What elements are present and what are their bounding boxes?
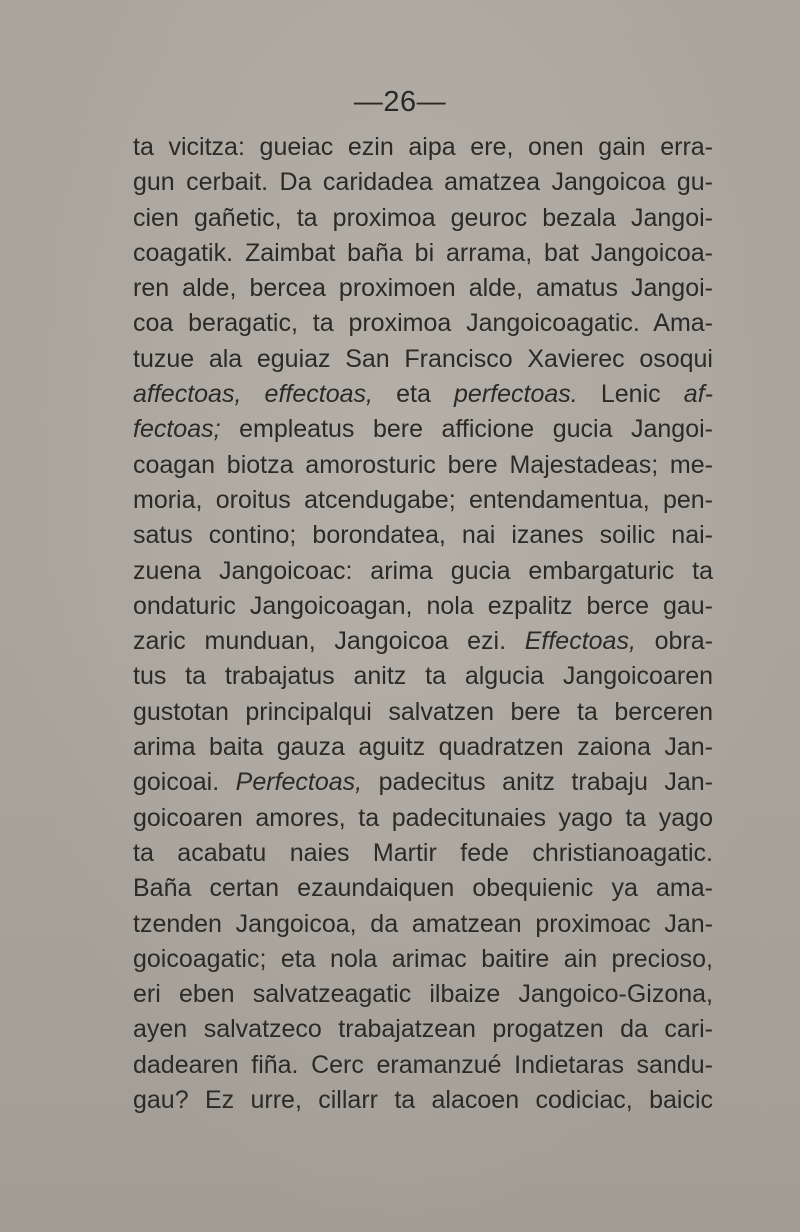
text-line bbox=[133, 518, 713, 553]
text-run: ondaturic Jangoicoagan, nola ezpalitz berce gau- bbox=[133, 591, 713, 620]
text-run: obra- bbox=[635, 627, 713, 656]
text-run: Baña certan ezaundaiquen obequienic ya ama- bbox=[133, 874, 713, 903]
text-run: eri eben salvatzeagatic ilbaize Jangoico-Gizona, bbox=[133, 980, 713, 1009]
text-run: eta bbox=[372, 380, 455, 409]
text-line bbox=[133, 659, 713, 694]
italic-text: af- bbox=[683, 380, 713, 409]
text-line bbox=[133, 836, 713, 871]
text-run: goicoai. bbox=[133, 768, 236, 797]
text-line bbox=[133, 695, 713, 730]
text-line bbox=[133, 1048, 713, 1083]
italic-text: Effectoas, bbox=[524, 627, 636, 656]
page-number: —26— bbox=[353, 86, 447, 118]
body-text bbox=[133, 130, 713, 1118]
text-line bbox=[133, 1083, 713, 1118]
text-line bbox=[133, 1012, 713, 1047]
text-line bbox=[133, 554, 713, 589]
text-run: moria, oroitus atcendugabe; entendamentua, pen- bbox=[133, 485, 713, 514]
text-line bbox=[133, 130, 713, 165]
text-line bbox=[133, 377, 713, 412]
text-run: coa beragatic, ta proximoa Jangoicoagatic. Ama- bbox=[133, 309, 713, 338]
text-run: ta acabatu naies Martir fede christianoagatic. bbox=[133, 838, 713, 867]
text-run: ren alde, bercea proximoen alde, amatus Jangoi- bbox=[133, 274, 713, 303]
text-run: tzenden Jangoicoa, da amatzean proximoac Jan- bbox=[133, 909, 713, 938]
text-line bbox=[133, 201, 713, 236]
text-run: dadearen fiña. Cerc eramanzué Indietaras sandu- bbox=[133, 1050, 713, 1079]
text-line bbox=[133, 907, 713, 942]
text-run: empleatus bere afficione gucia Jangoi- bbox=[220, 415, 713, 444]
text-run: gustotan principalqui salvatzen bere ta berceren bbox=[133, 697, 713, 726]
text-line bbox=[133, 448, 713, 483]
text-run: ayen salvatzeco trabajatzean progatzen da cari- bbox=[133, 1015, 713, 1044]
text-run: coagatik. Zaimbat baña bi arrama, bat Jangoicoa- bbox=[133, 238, 713, 267]
text-run: tuzue ala eguiaz San Francisco Xavierec osoqui bbox=[133, 344, 713, 373]
italic-text: Perfectoas, bbox=[235, 768, 363, 797]
text-line bbox=[133, 765, 713, 800]
text-line bbox=[133, 624, 713, 659]
text-line bbox=[133, 483, 713, 518]
text-run: zaric munduan, Jangoicoa ezi. bbox=[133, 627, 525, 656]
text-line bbox=[133, 342, 713, 377]
text-run: tus ta trabajatus anitz ta algucia Jangoicoaren bbox=[133, 662, 713, 691]
italic-text: affectoas, effectoas, bbox=[133, 380, 373, 409]
text-line bbox=[133, 412, 713, 447]
text-line bbox=[133, 271, 713, 306]
text-run: arima baita gauza aguitz quadratzen zaiona Jan- bbox=[133, 733, 713, 762]
italic-text: fectoas; bbox=[133, 415, 221, 444]
text-line bbox=[133, 977, 713, 1012]
text-run: coagan biotza amorosturic bere Majestadeas; me- bbox=[133, 450, 713, 479]
text-line bbox=[133, 236, 713, 271]
text-line bbox=[133, 801, 713, 836]
text-run: Lenic bbox=[577, 380, 684, 409]
text-line bbox=[133, 165, 713, 200]
text-run: goicoagatic; eta nola arimac baitire ain precioso, bbox=[133, 944, 713, 973]
text-run: cien gañetic, ta proximoa geuroc bezala Jangoi- bbox=[133, 203, 713, 232]
text-run: padecitus anitz trabaju Jan- bbox=[362, 768, 713, 797]
italic-text: perfectoas. bbox=[454, 380, 578, 409]
text-run: satus contino; borondatea, nai izanes soilic nai- bbox=[133, 521, 713, 550]
text-line bbox=[133, 730, 713, 765]
text-line bbox=[133, 871, 713, 906]
text-run: goicoaren amores, ta padecitunaies yago ta yago bbox=[133, 803, 713, 832]
text-line bbox=[133, 942, 713, 977]
text-run: zuena Jangoicoac: arima gucia embargaturic ta bbox=[133, 556, 713, 585]
text-line bbox=[133, 306, 713, 341]
text-run: ta vicitza: gueiac ezin aipa ere, onen gain erra- bbox=[133, 133, 713, 161]
text-line bbox=[133, 589, 713, 624]
text-run: gun cerbait. Da caridadea amatzea Jangoicoa gu- bbox=[133, 168, 713, 197]
text-run: gau? Ez urre, cillarr ta alacoen codiciac, baicic bbox=[133, 1086, 713, 1115]
